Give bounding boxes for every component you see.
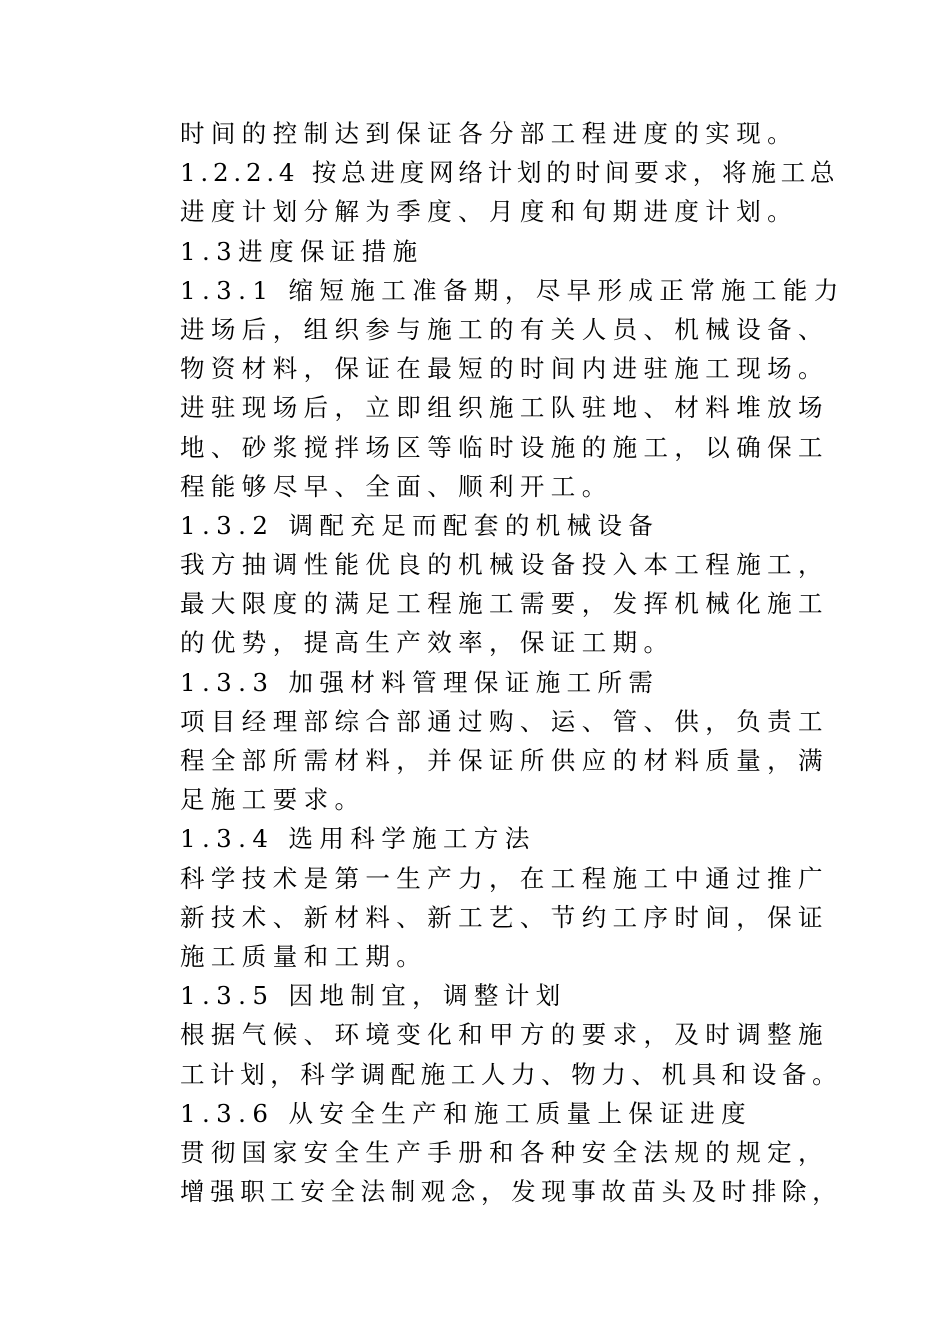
text-line: 项目经理部综合部通过购、运、管、供，负责工 [180,706,829,736]
text-line: 程全部所需材料，并保证所供应的材料质量，满 [180,746,829,775]
text-line: 施工质量和工期。 [180,941,428,971]
text-line: 物资材料，保证在最短的时间内进驻施工现场。 [180,354,829,384]
text-line: 进场后，组织参与施工的有关人员、机械设备、 [180,314,829,344]
text-line: 进驻现场后，立即组织施工队驻地、材料堆放场 [180,393,829,423]
text-line: 进度计划分解为季度、月度和旬期进度计划。 [180,197,798,227]
section-heading-1-2-2-4: 1.2.2.4 按总进度网络计划的时间要求，将施工总 [180,158,840,188]
text-line: 程能够尽早、全面、顺利开工。 [180,471,613,501]
section-heading-1-3-3: 1.3.3 加强材料管理保证施工所需 [180,667,660,697]
text-line: 时间的控制达到保证各分部工程进度的实现。 [180,119,798,148]
text-line: 最大限度的满足工程施工需要，发挥机械化施工 [180,589,829,619]
document-body [180,114,845,1211]
section-heading-1-3-2: 1.3.2 调配充足而配套的机械设备 [180,510,660,540]
text-line: 增强职工安全法制观念，发现事故苗头及时排除， [180,1177,843,1207]
text-line: 地、砂浆搅拌场区等临时设施的施工，以确保工 [180,432,829,462]
text-line: 新技术、新材料、新工艺、节约工序时间，保证 [180,902,829,932]
text-line: 的优势，提高生产效率，保证工期。 [180,628,675,658]
text-line: 根据气候、环境变化和甲方的要求，及时调整施 [180,1020,829,1050]
section-heading-1-3-1: 1.3.1 缩短施工准备期，尽早形成正常施工能力 [180,275,845,305]
section-heading-1-3-5: 1.3.5 因地制宜，调整计划 [180,981,567,1011]
text-line: 贯彻国家安全生产手册和各种安全法规的规定， [180,1137,829,1167]
section-heading-1-3-4: 1.3.4 选用科学施工方法 [180,824,536,854]
section-heading-1-3-6: 1.3.6 从安全生产和施工质量上保证进度 [180,1098,753,1128]
text-line: 足施工要求。 [180,785,366,815]
text-line: 工计划，科学调配施工人力、物力、机具和设备。 [180,1059,843,1089]
text-line: 科学技术是第一生产力，在工程施工中通过推广 [180,863,829,893]
section-heading-1-3: 1.3进度保证措施 [180,236,424,266]
text-line: 我方抽调性能优良的机械设备投入本工程施工， [180,550,829,580]
